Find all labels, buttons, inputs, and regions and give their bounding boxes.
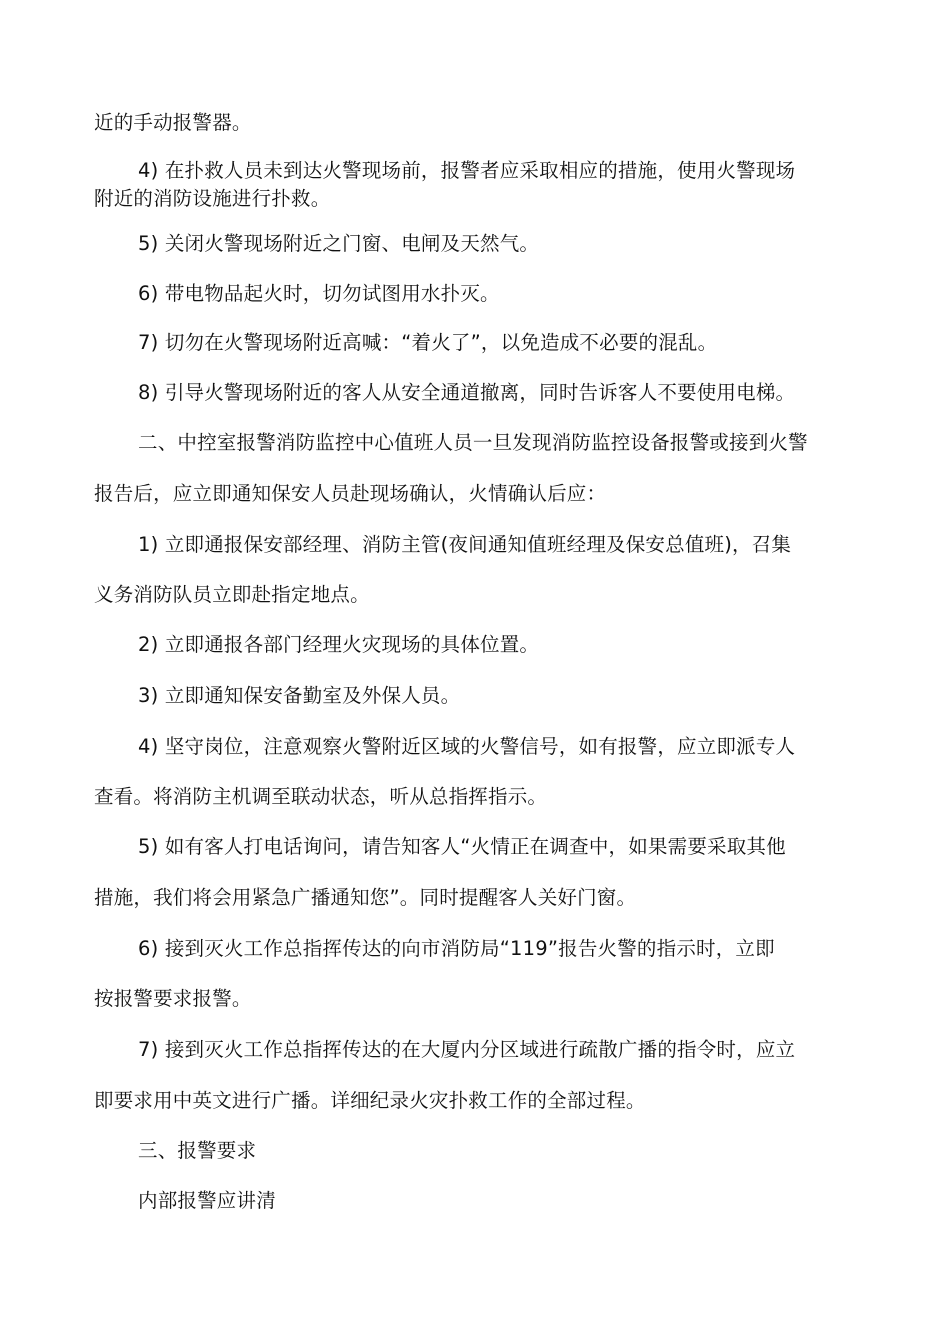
text-line: 内部报警应讲清 [138, 1189, 276, 1212]
text-line: 6) 带电物品起火时，切勿试图用水扑灭。 [138, 282, 500, 305]
text-line: 查看。将消防主机调至联动状态，听从总指挥指示。 [94, 785, 548, 808]
text-line: 附近的消防设施进行扑救。 [94, 187, 331, 210]
text-line: 即要求用中英文进行广播。详细纪录火灾扑救工作的全部过程。 [94, 1089, 646, 1112]
text-line: 5) 如有客人打电话询问，请告知客人“火情正在调查中，如果需要采取其他 [138, 835, 786, 858]
text-line: 8) 引导火警现场附近的客人从安全通道撤离，同时告诉客人不要使用电梯。 [138, 381, 796, 404]
text-line: 4) 坚守岗位，注意观察火警附近区域的火警信号，如有报警，应立即派专人 [138, 735, 796, 758]
text-line: 6) 接到灭火工作总指挥传达的向市消防局“119”报告火警的指示时，立即 [138, 937, 775, 960]
text-line: 5) 关闭火警现场附近之门窗、电闸及天然气。 [138, 232, 540, 255]
text-line: 7) 切勿在火警现场附近高喊：“着火了”，以免造成不必要的混乱。 [138, 331, 718, 354]
text-line: 措施，我们将会用紧急广播通知您”。同时提醒客人关好门窗。 [94, 886, 637, 909]
section-heading: 二、中控室报警消防监控中心值班人员一旦发现消防监控设备报警或接到火警 [138, 431, 808, 454]
text-line: 报告后，应立即通知保安人员赴现场确认，火情确认后应： [94, 482, 607, 505]
text-line: 2) 立即通报各部门经理火灾现场的具体位置。 [138, 633, 540, 656]
text-line: 义务消防队员立即赴指定地点。 [94, 583, 370, 606]
text-line: 7) 接到灭火工作总指挥传达的在大厦内分区域进行疏散广播的指令时，应立 [138, 1038, 796, 1061]
text-line: 4) 在扑救人员未到达火警现场前，报警者应采取相应的措施，使用火警现场 [138, 159, 796, 182]
text-line: 3) 立即通知保安备勤室及外保人员。 [138, 684, 461, 707]
text-line: 近的手动报警器。 [94, 111, 252, 134]
text-line: 按报警要求报警。 [94, 987, 252, 1010]
text-line: 1) 立即通报保安部经理、消防主管(夜间通知值班经理及保安总值班)，召集 [138, 533, 792, 556]
section-heading: 三、报警要求 [138, 1139, 257, 1162]
